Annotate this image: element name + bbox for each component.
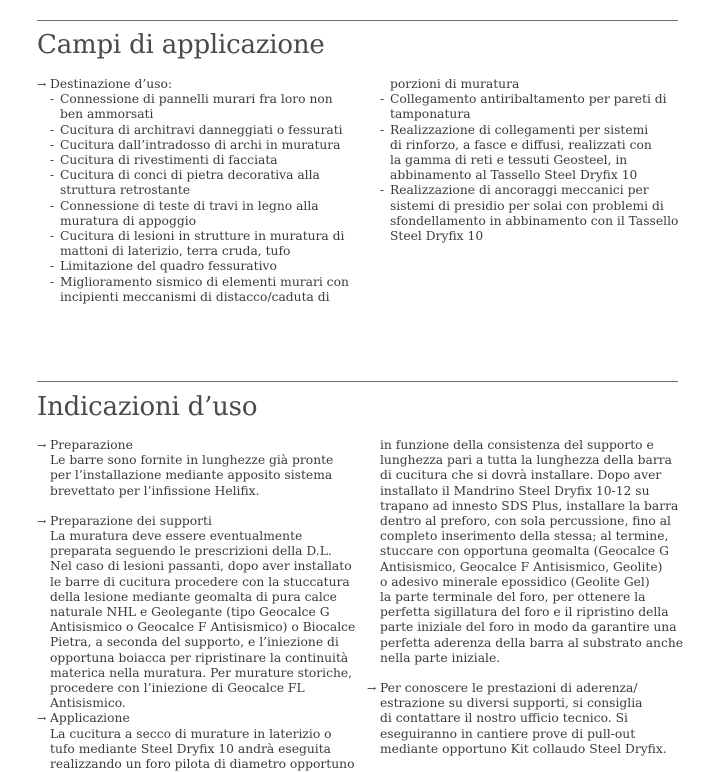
text-line: Per conoscere le prestazioni di aderenza/: [380, 681, 638, 696]
text-line: della lesione mediante geomalta di pura calce: [50, 589, 337, 604]
text-line: mediante opportuno Kit collaudo Steel Dryfix.: [380, 741, 667, 756]
list-item: [380, 183, 680, 244]
list-item-text: tamponatura: [390, 107, 471, 122]
dash-bullet: -: [50, 122, 55, 137]
applicazione-continued-text: [367, 438, 687, 666]
list-item-text: mattoni di laterizio, terra cruda, tufo: [60, 244, 291, 259]
list-item-text: Realizzazione di collegamenti per sistemi: [390, 122, 649, 137]
middle-divider: [37, 381, 678, 382]
list-item-text: abbinamento al Tassello Steel Dryfix 10: [390, 168, 638, 183]
list-item-text: Cucitura di conci di pietra decorativa alla: [60, 168, 320, 183]
list-item: [380, 92, 680, 122]
destinazione-item: [37, 77, 357, 92]
section-title-indicazioni: Indicazioni d’uso: [37, 392, 258, 422]
section-title-campi: Campi di applicazione: [37, 30, 325, 60]
text-line: tufo mediante Steel Dryfix 10 andrà eseguita: [50, 741, 331, 756]
dash-bullet: -: [50, 168, 55, 183]
list-item: [37, 92, 357, 122]
text-line: la parte terminale del foro, per ottenere la: [380, 590, 646, 605]
text-line: Le barre sono fornite in lunghezze già pronte: [50, 453, 334, 468]
list-item-text: la gamma di reti e tessuti Geosteel, in: [390, 153, 628, 168]
dash-bullet: -: [50, 92, 55, 107]
text-line: preparata seguendo le prescrizioni della D.L.: [50, 544, 332, 559]
dash-bullet: -: [50, 229, 55, 244]
list-item: [37, 259, 357, 274]
text-line: Antisismico, Geocalce F Antisismico, Geolite): [380, 559, 663, 574]
list-item-text: Cucitura dall’intradosso di archi in muratura: [60, 137, 341, 152]
list-item-text: Miglioramento sismico di elementi murari con: [60, 274, 349, 289]
list-item-text: incipienti meccanismi di distacco/caduta di: [60, 289, 330, 304]
text-line: per l’installazione mediante apposito sistema: [50, 468, 333, 483]
list-item: [37, 229, 357, 259]
preparazione-heading: Preparazione: [50, 438, 133, 452]
text-line: di contattare il nostro ufficio tecnico. Si: [380, 711, 628, 726]
dash-bullet: -: [380, 183, 385, 198]
text-line: materica nella muratura. Per murature storiche,: [50, 665, 353, 680]
list-item-text: muratura di appoggio: [60, 213, 197, 228]
dash-bullet: -: [50, 259, 55, 274]
dash-bullet: -: [380, 122, 385, 137]
list-item: [37, 138, 357, 153]
dash-bullet: -: [380, 92, 385, 107]
campi-right-list: [380, 92, 680, 244]
campi-right-column: [380, 77, 680, 244]
list-item-text: Connessione di pannelli murari fra loro non: [60, 92, 333, 107]
preparazione-block: [37, 438, 367, 499]
list-item-text: Connessione di teste di travi in legno alla: [60, 198, 319, 213]
prestazioni-block: [367, 681, 687, 757]
text-line: perfetta sigillatura del foro e il ripristino della: [380, 605, 669, 620]
arrow-right-icon: →: [37, 78, 47, 91]
text-line: in funzione della consistenza del supporto e: [380, 438, 654, 452]
list-item-text: Cucitura di architravi danneggiati o fessurati: [60, 122, 343, 137]
text-line: Antisismico o Geocalce F Antisismico) o Biocalce: [50, 620, 356, 635]
dash-bullet: -: [50, 198, 55, 213]
text-line: trapano ad innesto SDS Plus, installare la barra: [380, 498, 679, 513]
list-item-text: sfondellamento in abbinamento con il Tassello: [390, 213, 679, 228]
applicazione-heading: Applicazione: [50, 711, 130, 726]
dash-bullet: -: [50, 274, 55, 289]
text-line: completo inserimento della stessa; al termine,: [380, 529, 669, 544]
applicazione-text: [50, 727, 367, 772]
text-line: estrazione su diversi supporti, si consiglia: [380, 696, 643, 711]
arrow-right-icon: →: [367, 682, 377, 696]
list-item-text: ben ammorsati: [60, 107, 154, 122]
arrow-right-icon: →: [37, 712, 47, 726]
supporti-block: [37, 514, 367, 712]
supporti-text: [50, 529, 367, 711]
dash-bullet: -: [50, 137, 55, 152]
list-item-text: struttura retrostante: [60, 183, 191, 198]
list-item-text: Realizzazione di ancoraggi meccanici per: [390, 183, 649, 198]
list-item-text: di rinforzo, a fasce e diffusi, realizzati con: [390, 137, 652, 152]
text-line: lunghezza pari a tutta la lunghezza della barra: [380, 453, 672, 468]
continuation-text: porzioni di muratura: [390, 77, 520, 91]
text-line: parte iniziale del foro in modo da garantire una: [380, 620, 677, 635]
dash-bullet: -: [50, 153, 55, 168]
text-line: eseguiranno in cantiere prove di pull-out: [380, 726, 636, 741]
applicazione-block: [37, 711, 367, 772]
text-line: installato il Mandrino Steel Dryfix 10-12 su: [380, 483, 650, 498]
text-line: o adesivo minerale epossidico (Geolite Gel): [380, 574, 650, 589]
text-line: opportuna boiacca per ripristinare la continuità: [50, 650, 349, 665]
campi-left-list: [37, 92, 357, 305]
supporti-heading: Preparazione dei supporti: [50, 513, 212, 528]
top-divider: [37, 20, 678, 21]
list-item: [37, 275, 357, 305]
list-item-text: Collegamento antiribaltamento per pareti di: [390, 92, 667, 107]
text-line: La muratura deve essere eventualmente: [50, 529, 303, 544]
campi-left-column: [37, 77, 357, 305]
list-item-text: sistemi di presidio per solai con problemi di: [390, 198, 664, 213]
list-item-text: Steel Dryfix 10: [390, 229, 484, 244]
text-line: Antisismico.: [50, 696, 126, 711]
text-line: La cucitura a secco di murature in laterizio o: [50, 726, 332, 741]
text-line: perfetta aderenza della barra al substrato anche: [380, 635, 684, 650]
list-item: [37, 168, 357, 198]
text-line: naturale NHL e Geolegante (tipo Geocalce G: [50, 605, 330, 620]
text-line: brevettato per l’infissione Helifix.: [50, 483, 260, 498]
prestazioni-text: [380, 681, 687, 757]
text-line: nella parte iniziale.: [380, 650, 501, 665]
list-item: [37, 153, 357, 168]
text-line: realizzando un foro pilota di diametro opportuno: [50, 757, 355, 772]
list-item: [37, 199, 357, 229]
text-line: dentro al preforo, con sola percussione, fino al: [380, 514, 671, 529]
indicazioni-left-column: [37, 438, 367, 772]
text-line: di cucitura che si dovrà installare. Dopo aver: [380, 468, 662, 483]
preparazione-text: [50, 453, 367, 499]
text-line: stuccare con opportuna geomalta (Geocalce G: [380, 544, 669, 559]
indicazioni-right-column: [367, 438, 687, 757]
list-item-text: Cucitura di rivestimenti di facciata: [60, 153, 278, 168]
text-line: le barre di cucitura procedere con la stuccatura: [50, 574, 350, 589]
arrow-right-icon: →: [37, 514, 47, 528]
list-item-text: Limitazione del quadro fessurativo: [60, 259, 277, 274]
destinazione-label: Destinazione d’uso:: [50, 77, 173, 91]
text-line: Pietra, a seconda del supporto, e l’iniezione di: [50, 635, 339, 650]
text-line: Nel caso di lesioni passanti, dopo aver installato: [50, 559, 352, 574]
list-item-text: Cucitura di lesioni in strutture in muratura di: [60, 229, 345, 244]
list-item: [380, 123, 680, 184]
text-line: procedere con l’iniezione di Geocalce FL: [50, 681, 305, 696]
arrow-right-icon: →: [37, 439, 47, 452]
list-item: [37, 123, 357, 138]
